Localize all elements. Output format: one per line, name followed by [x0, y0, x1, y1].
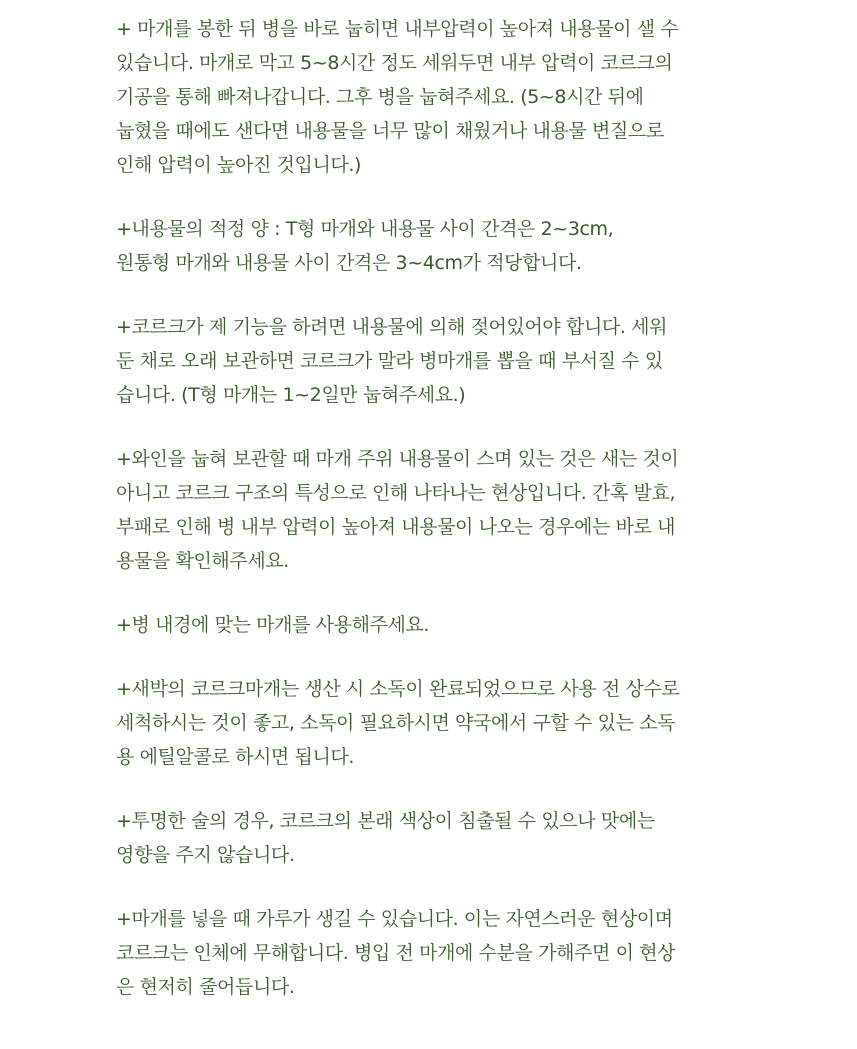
- notice-line: 용 에틸알콜로 하시면 됩니다.: [116, 746, 355, 768]
- notice-line: + 마개를 봉한 뒤 병을 바로 눕히면 내부압력이 높아져 내용물이 샐 수: [116, 18, 679, 40]
- notice-paragraph: [116, 672, 847, 774]
- notice-line: 용물을 확인해주세요.: [116, 550, 289, 572]
- notice-paragraph: [116, 310, 847, 412]
- notice-paragraph: [116, 12, 847, 182]
- notice-line: 기공을 통해 빠져나갑니다. 그후 병을 눕혀주세요. (5~8시간 뒤에: [116, 86, 644, 108]
- notice-line: 은 현저히 줄어듭니다.: [116, 976, 295, 998]
- notice-line: 인해 압력이 높아진 것입니다.): [116, 154, 362, 176]
- notice-line: 영향을 주지 않습니다.: [116, 844, 295, 866]
- notice-line: 습니다. (T형 마개는 1~2일만 눕혀주세요.): [116, 384, 466, 406]
- notice-line: 눕혔을 때에도 샌다면 내용물을 너무 많이 채웠거나 내용물 변질으로: [116, 120, 664, 142]
- notice-line: +와인을 눕혀 보관할 때 마개 주위 내용물이 스며 있는 것은 새는 것이: [116, 448, 679, 470]
- notice-paragraph: [116, 442, 847, 578]
- notice-line: +투명한 술의 경우, 코르크의 본래 색상이 침출될 수 있으나 맛에는: [116, 810, 655, 832]
- notice-line: +코르크가 제 기능을 하려면 내용물에 의해 젖어있어야 합니다. 세워: [116, 316, 668, 338]
- notice-line: 코르크는 인체에 무해합니다. 병입 전 마개에 수분을 가해주면 이 현상: [116, 942, 676, 964]
- notice-line: 둔 채로 오래 보관하면 코르크가 말라 병마개를 뽑을 때 부서질 수 있: [116, 350, 663, 372]
- notice-line: +새박의 코르크마개는 생산 시 소독이 완료되었으므로 사용 전 상수로: [116, 678, 680, 700]
- notice-paragraph: [116, 804, 847, 872]
- notice-line: 원통형 마개와 내용물 사이 간격은 3~4cm가 적당합니다.: [116, 252, 582, 274]
- notice-paragraph: [116, 608, 847, 642]
- notice-line: 있습니다. 마개로 막고 5~8시간 정도 세워두면 내부 압력이 코르크의: [116, 52, 673, 74]
- notice-line: 아니고 코르크 구조의 특성으로 인해 나타나는 현상입니다. 간혹 발효,: [116, 482, 676, 504]
- notice-line: +마개를 넣을 때 가루가 생길 수 있습니다. 이는 자연스러운 현상이며: [116, 908, 673, 930]
- notice-line: 부패로 인해 병 내부 압력이 높아져 내용물이 나오는 경우에는 바로 내: [116, 516, 676, 538]
- notice-line: +내용물의 적정 양 : T형 마개와 내용물 사이 간격은 2~3cm,: [116, 218, 614, 240]
- notice-line: 세척하시는 것이 좋고, 소독이 필요하시면 약국에서 구할 수 있는 소독: [116, 712, 676, 734]
- notice-line: +병 내경에 맞는 마개를 사용해주세요.: [116, 614, 430, 636]
- notice-paragraph: [116, 902, 847, 1004]
- notice-paragraph: [116, 212, 847, 280]
